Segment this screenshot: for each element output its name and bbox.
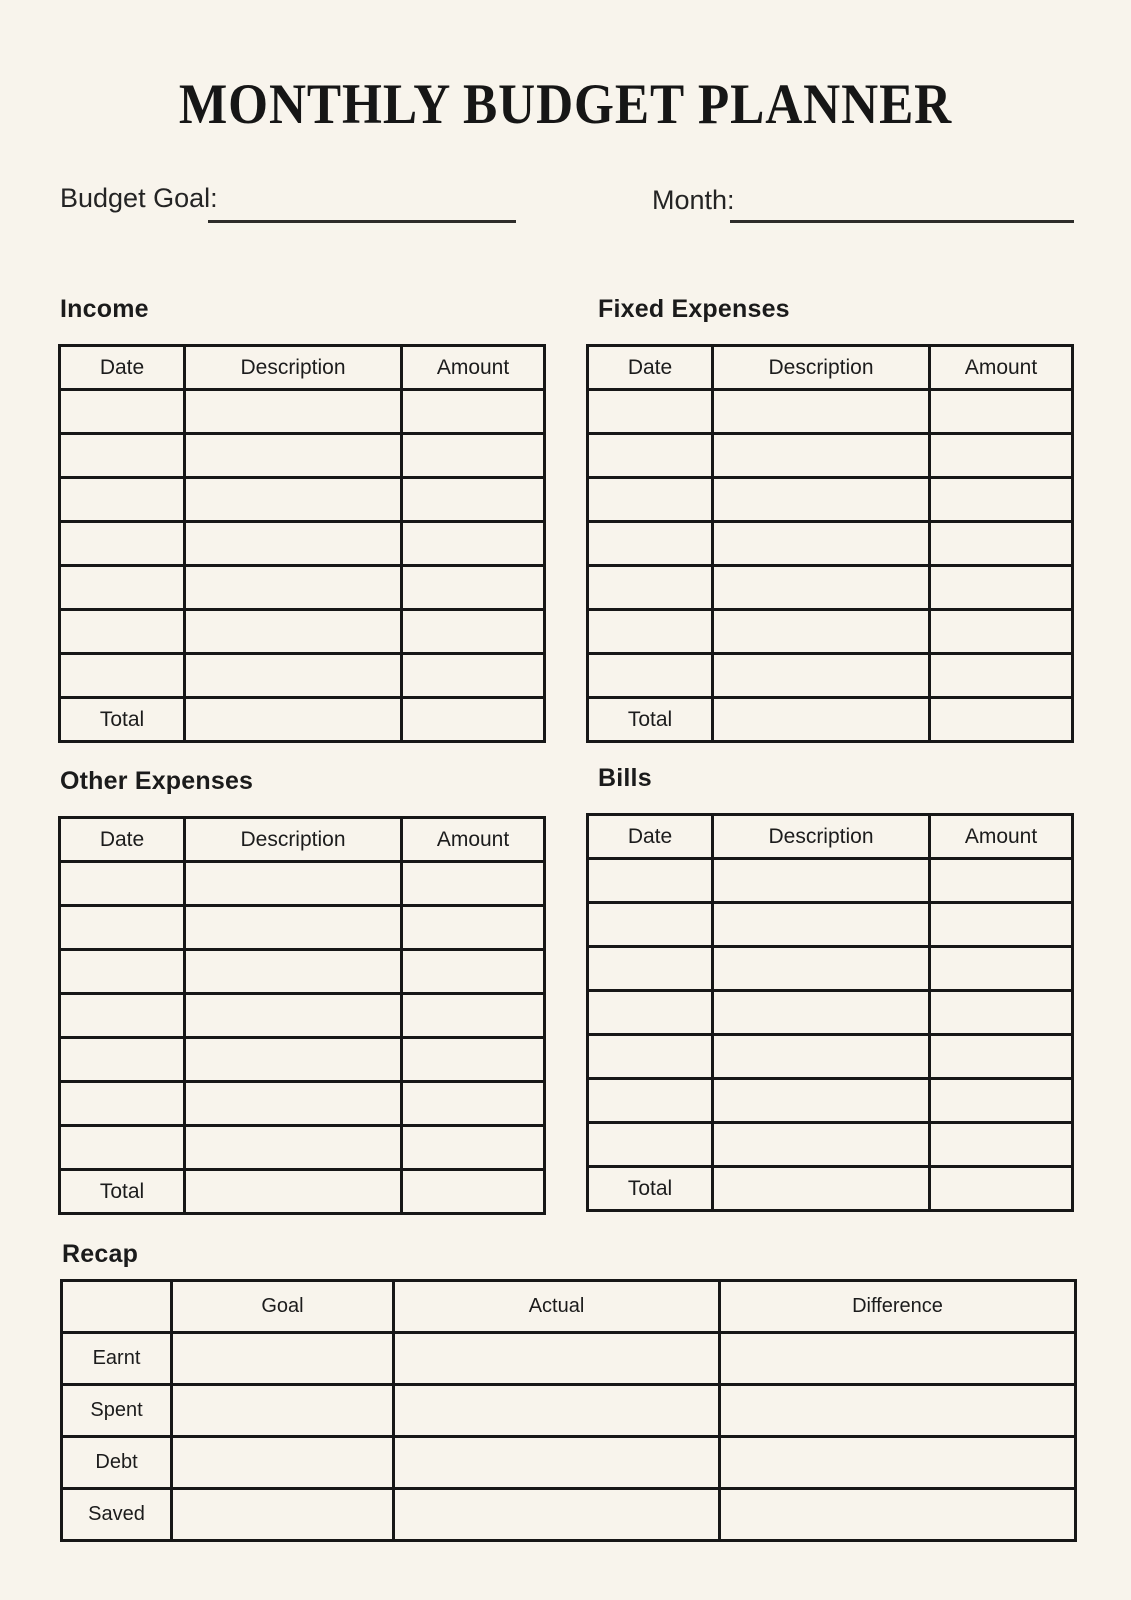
empty-cell[interactable]: [402, 950, 545, 994]
total-row: [60, 1170, 545, 1214]
table-row: [62, 1437, 1076, 1489]
table-header-row: [588, 346, 1073, 390]
empty-cell[interactable]: [930, 859, 1073, 903]
empty-cell[interactable]: [930, 698, 1073, 742]
empty-cell[interactable]: [185, 478, 402, 522]
empty-cell[interactable]: [185, 566, 402, 610]
total-label: Total: [60, 698, 185, 742]
empty-cell[interactable]: [713, 610, 930, 654]
empty-cell[interactable]: [713, 566, 930, 610]
empty-cell[interactable]: [185, 1038, 402, 1082]
table-row: [588, 390, 1073, 434]
table-row: [588, 903, 1073, 947]
description-column-header: Description: [713, 815, 930, 859]
empty-cell[interactable]: [394, 1333, 720, 1385]
empty-cell[interactable]: [402, 522, 545, 566]
fixed-expenses-section-title: Fixed Expenses: [598, 295, 790, 323]
empty-cell[interactable]: [930, 903, 1073, 947]
table-row: [588, 522, 1073, 566]
table-row: [60, 862, 545, 906]
total-label: Total: [588, 698, 713, 742]
empty-cell[interactable]: [185, 654, 402, 698]
empty-cell[interactable]: [713, 1079, 930, 1123]
empty-cell[interactable]: [402, 478, 545, 522]
empty-cell[interactable]: [185, 950, 402, 994]
income-section: [58, 294, 546, 743]
empty-cell[interactable]: [720, 1333, 1076, 1385]
empty-cell[interactable]: [60, 610, 185, 654]
empty-cell[interactable]: [588, 859, 713, 903]
table-row: [60, 434, 545, 478]
empty-cell[interactable]: [713, 654, 930, 698]
description-column-header: Description: [713, 346, 930, 390]
empty-cell[interactable]: [588, 947, 713, 991]
empty-cell[interactable]: [588, 390, 713, 434]
empty-cell[interactable]: [402, 610, 545, 654]
empty-cell[interactable]: [588, 478, 713, 522]
empty-cell[interactable]: [588, 1035, 713, 1079]
empty-cell[interactable]: [713, 522, 930, 566]
empty-cell[interactable]: [60, 434, 185, 478]
table-row: [588, 1035, 1073, 1079]
empty-cell[interactable]: [60, 862, 185, 906]
empty-cell[interactable]: [185, 994, 402, 1038]
table-row: [60, 654, 545, 698]
empty-cell[interactable]: [402, 698, 545, 742]
empty-cell[interactable]: [402, 994, 545, 1038]
empty-cell[interactable]: [930, 654, 1073, 698]
table-row: [588, 1079, 1073, 1123]
empty-cell[interactable]: [720, 1437, 1076, 1489]
total-label: Total: [60, 1170, 185, 1214]
empty-cell[interactable]: [402, 434, 545, 478]
month-line[interactable]: [730, 220, 1074, 223]
table-row: [588, 654, 1073, 698]
empty-cell[interactable]: [60, 654, 185, 698]
empty-cell[interactable]: [402, 1038, 545, 1082]
table-row: [60, 1038, 545, 1082]
empty-cell[interactable]: [930, 1123, 1073, 1167]
saved-row-label: Saved: [62, 1489, 172, 1541]
empty-cell[interactable]: [588, 434, 713, 478]
empty-cell[interactable]: [185, 1082, 402, 1126]
table-row: [60, 994, 545, 1038]
bills-table: [586, 813, 1074, 1212]
spent-row-label: Spent: [62, 1385, 172, 1437]
empty-cell[interactable]: [588, 903, 713, 947]
table-header-row: [62, 1281, 1076, 1333]
table-body: [588, 859, 1073, 1167]
total-row: [588, 698, 1073, 742]
empty-cell[interactable]: [185, 434, 402, 478]
empty-cell[interactable]: [713, 1167, 930, 1211]
empty-cell[interactable]: [713, 947, 930, 991]
empty-cell[interactable]: [402, 862, 545, 906]
empty-cell[interactable]: [930, 991, 1073, 1035]
empty-cell[interactable]: [402, 1126, 545, 1170]
empty-cell[interactable]: [402, 390, 545, 434]
table-row: [588, 1123, 1073, 1167]
empty-cell[interactable]: [588, 566, 713, 610]
total-label: Total: [588, 1167, 713, 1211]
table-row: [588, 478, 1073, 522]
empty-cell[interactable]: [930, 478, 1073, 522]
description-column-header: Description: [185, 346, 402, 390]
description-column-header: Description: [185, 818, 402, 862]
empty-cell[interactable]: [713, 434, 930, 478]
empty-cell[interactable]: [185, 1126, 402, 1170]
empty-cell[interactable]: [930, 1079, 1073, 1123]
table-row: [588, 610, 1073, 654]
empty-cell[interactable]: [588, 522, 713, 566]
empty-cell[interactable]: [394, 1489, 720, 1541]
empty-cell[interactable]: [402, 566, 545, 610]
total-row: [588, 1167, 1073, 1211]
empty-cell[interactable]: [60, 950, 185, 994]
empty-cell[interactable]: [713, 1123, 930, 1167]
bills-section-title: Bills: [598, 764, 652, 792]
recap-section: [60, 1239, 1077, 1542]
empty-cell[interactable]: [930, 522, 1073, 566]
table-row: [60, 1126, 545, 1170]
empty-cell[interactable]: [394, 1385, 720, 1437]
table-row: [60, 1082, 545, 1126]
earnt-row-label: Earnt: [62, 1333, 172, 1385]
empty-cell[interactable]: [720, 1385, 1076, 1437]
table-body: [60, 862, 545, 1170]
empty-cell[interactable]: [588, 610, 713, 654]
empty-cell[interactable]: [713, 478, 930, 522]
table-row: [60, 950, 545, 994]
empty-cell[interactable]: [713, 991, 930, 1035]
empty-cell[interactable]: [172, 1489, 394, 1541]
other-expenses-table: [58, 816, 546, 1215]
date-column-header: Date: [588, 346, 713, 390]
empty-cell[interactable]: [185, 390, 402, 434]
empty-cell[interactable]: [60, 566, 185, 610]
table-row: [62, 1333, 1076, 1385]
table-row: [60, 566, 545, 610]
fixed-expenses-section: [586, 294, 1074, 743]
empty-cell[interactable]: [185, 1170, 402, 1214]
empty-cell[interactable]: [402, 654, 545, 698]
empty-cell[interactable]: [185, 906, 402, 950]
recap-section-title: Recap: [62, 1240, 139, 1268]
empty-cell[interactable]: [713, 903, 930, 947]
empty-cell[interactable]: [185, 862, 402, 906]
amount-column-header: Amount: [402, 818, 545, 862]
table-row: [60, 478, 545, 522]
amount-column-header: Amount: [930, 346, 1073, 390]
fixed-expenses-table: [586, 344, 1074, 743]
recap-table: [60, 1279, 1077, 1542]
table-row: [588, 991, 1073, 1035]
empty-cell[interactable]: [60, 1082, 185, 1126]
empty-cell[interactable]: [713, 859, 930, 903]
empty-cell[interactable]: [185, 522, 402, 566]
empty-cell[interactable]: [402, 1170, 545, 1214]
page-title: MONTHLY BUDGET PLANNER: [178, 73, 953, 136]
recap-corner-cell: [62, 1281, 172, 1333]
empty-cell[interactable]: [930, 566, 1073, 610]
table-header-row: [60, 818, 545, 862]
empty-cell[interactable]: [394, 1437, 720, 1489]
table-body: [60, 390, 545, 698]
empty-cell[interactable]: [713, 390, 930, 434]
empty-cell[interactable]: [172, 1333, 394, 1385]
empty-cell[interactable]: [60, 906, 185, 950]
table-header-row: [588, 815, 1073, 859]
table-header-row: [60, 346, 545, 390]
actual-column-header: Actual: [394, 1281, 720, 1333]
empty-cell[interactable]: [588, 991, 713, 1035]
table-row: [62, 1489, 1076, 1541]
empty-cell[interactable]: [713, 1035, 930, 1079]
date-column-header: Date: [60, 818, 185, 862]
empty-cell[interactable]: [930, 1167, 1073, 1211]
amount-column-header: Amount: [402, 346, 545, 390]
total-row: [60, 698, 545, 742]
other-expenses-section-title: Other Expenses: [60, 767, 254, 795]
difference-column-header: Difference: [720, 1281, 1076, 1333]
empty-cell[interactable]: [402, 1082, 545, 1126]
empty-cell[interactable]: [713, 698, 930, 742]
empty-cell[interactable]: [185, 610, 402, 654]
empty-cell[interactable]: [930, 610, 1073, 654]
empty-cell[interactable]: [172, 1385, 394, 1437]
empty-cell[interactable]: [930, 390, 1073, 434]
table-row: [62, 1385, 1076, 1437]
budget-goal-line[interactable]: [208, 220, 516, 223]
empty-cell[interactable]: [60, 994, 185, 1038]
empty-cell[interactable]: [720, 1489, 1076, 1541]
empty-cell[interactable]: [930, 434, 1073, 478]
empty-cell[interactable]: [60, 478, 185, 522]
empty-cell[interactable]: [402, 906, 545, 950]
empty-cell[interactable]: [60, 1038, 185, 1082]
empty-cell[interactable]: [60, 522, 185, 566]
income-section-title: Income: [60, 295, 149, 323]
empty-cell[interactable]: [185, 698, 402, 742]
empty-cell[interactable]: [930, 947, 1073, 991]
amount-column-header: Amount: [930, 815, 1073, 859]
other-expenses-section: [58, 766, 546, 1215]
empty-cell[interactable]: [60, 1126, 185, 1170]
empty-cell[interactable]: [930, 1035, 1073, 1079]
empty-cell[interactable]: [588, 654, 713, 698]
table-body: [588, 390, 1073, 698]
table-row: [60, 610, 545, 654]
debt-row-label: Debt: [62, 1437, 172, 1489]
table-row: [60, 390, 545, 434]
empty-cell[interactable]: [172, 1437, 394, 1489]
table-row: [60, 906, 545, 950]
bills-section: [586, 763, 1074, 1212]
date-column-header: Date: [60, 346, 185, 390]
income-table: [58, 344, 546, 743]
month-label: Month:: [652, 185, 735, 215]
table-row: [588, 434, 1073, 478]
empty-cell[interactable]: [588, 1123, 713, 1167]
table-row: [60, 522, 545, 566]
budget-goal-label: Budget Goal:: [60, 183, 218, 213]
empty-cell[interactable]: [588, 1079, 713, 1123]
table-row: [588, 859, 1073, 903]
goal-column-header: Goal: [172, 1281, 394, 1333]
table-row: [588, 566, 1073, 610]
date-column-header: Date: [588, 815, 713, 859]
table-row: [588, 947, 1073, 991]
empty-cell[interactable]: [60, 390, 185, 434]
